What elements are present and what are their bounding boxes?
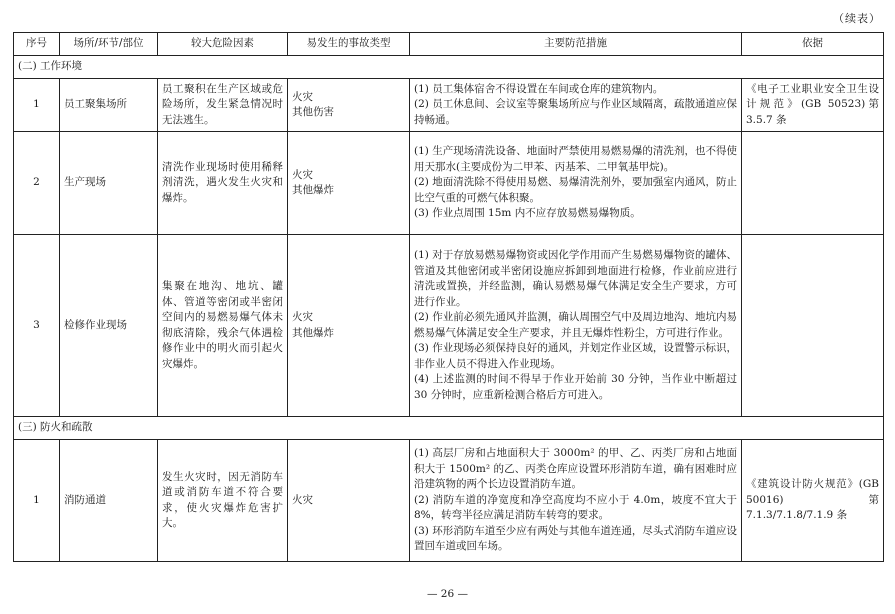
- row-measures: [410, 132, 742, 235]
- table-row: [14, 132, 884, 235]
- header-no: 序号: [14, 33, 60, 56]
- row-risk: 员工聚积在生产区域或危险场所，发生紧急情况时无法逃生。: [158, 79, 288, 132]
- section-row-work-environment: [14, 56, 884, 79]
- row-accident: [288, 79, 410, 132]
- continued-note: （续表）: [833, 12, 881, 25]
- row-basis: [742, 235, 884, 417]
- row-no: 2: [14, 132, 60, 235]
- row-accident: [288, 440, 410, 562]
- measure-item: (2) 消防车道的净宽度和净空高度均不应小于 4.0m，坡度不宜大于 8%，转弯半径应满足消防车转弯的要求。: [414, 493, 737, 522]
- page-number: — 26 —: [426, 588, 469, 600]
- section-title: (三) 防火和疏散: [14, 417, 884, 440]
- accident-type: 其他伤害: [292, 106, 334, 118]
- measure-item: (3) 作业点周围 15m 内不应存放易燃易爆物质。: [414, 207, 641, 220]
- row-risk: 集聚在地沟、地坑、罐体、管道等密闭或半密闭空间内的易燃易爆气体未彻底清除，残余气体遇检修作业中的明火而引起火灾爆炸。: [158, 235, 288, 417]
- row-measures: [410, 79, 742, 132]
- accident-type: 火灾: [292, 311, 313, 323]
- measure-item: (3) 环形消防车道至少应有两处与其他车道连通，尽头式消防车道应设置回车道或回车场。: [414, 524, 737, 553]
- row-measures: [410, 440, 742, 562]
- table-row: [14, 440, 884, 562]
- header-row: [14, 33, 884, 56]
- row-risk: 清洗作业现场时使用稀释剂清洗，遇火发生火灾和爆炸。: [158, 132, 288, 235]
- header-accident: 易发生的事故类型: [288, 33, 410, 56]
- measure-item: (1) 生产现场清洗设备、地面时严禁使用易燃易爆的清洗剂，也不得使用天那水(主要成份为二甲苯、丙基苯、二甲氧基甲烷)。: [414, 145, 737, 173]
- table-row: [14, 235, 884, 417]
- measure-item: (4) 上述监测的时间不得早于作业开始前 30 分钟，当作业中断超过 30 分钟时，应重新检测合格后方可进入。: [414, 373, 737, 401]
- row-basis: 《电子工业职业安全卫生设计规范》(GB 50523)第 3.5.7 条: [742, 79, 884, 132]
- header-basis: 依据: [742, 33, 884, 56]
- measure-item: (3) 作业现场必须保持良好的通风，并划定作业区域，设置警示标识，非作业人员不得进入作业现场。: [414, 342, 737, 370]
- risk-table: [13, 32, 884, 562]
- accident-type: 其他爆炸: [292, 326, 334, 339]
- measure-item: (2) 员工休息间、会议室等聚集场所应与作业区域隔离，疏散通道应保持畅通。: [414, 98, 737, 126]
- row-no: 3: [14, 235, 60, 417]
- row-measures: [410, 235, 742, 417]
- section-title: (二) 工作环境: [14, 56, 884, 79]
- measure-item: (1) 对于存放易燃易爆物资或因化学作用而产生易燃易爆物资的罐体、管道及其他密闭或半密闭设施应拆卸到地面进行检修，作业前应进行清洗或置换，并经监测，确认易燃易爆气体满足安全生产要求，方可进行作业。: [414, 249, 737, 308]
- row-place: 员工聚集场所: [60, 79, 158, 132]
- row-place: 消防通道: [60, 440, 158, 562]
- row-place: 生产现场: [60, 132, 158, 235]
- header-measures: 主要防范措施: [410, 33, 742, 56]
- accident-type: 火灾: [292, 90, 313, 103]
- row-basis: [742, 132, 884, 235]
- measure-item: (1) 高层厂房和占地面积大于 3000m² 的甲、乙、丙类厂房和占地面积大于 1500m² 的乙、丙类仓库应设置环形消防车道，确有困难时应沿建筑物的两个长边设置消防车道。: [414, 447, 737, 491]
- measure-item: (2) 作业前必须先通风并监测，确认周围空气中及周边地沟、地坑内易燃易爆气体满足安全生产要求，并且无爆炸性粉尘，方可进行作业。: [414, 311, 737, 339]
- accident-type: 火灾: [292, 168, 313, 181]
- table-row: [14, 79, 884, 132]
- section-row-fire-evacuation: [14, 417, 884, 440]
- measure-item: (1) 员工集体宿舍不得设置在车间或仓库的建筑物内。: [414, 82, 664, 95]
- row-risk: 发生火灾时，因无消防车道或消防车道不符合要求，使火灾爆炸危害扩大。: [158, 440, 288, 562]
- row-accident: [288, 132, 410, 235]
- accident-type: 火灾: [292, 493, 313, 506]
- header-place: 场所/环节/部位: [60, 33, 158, 56]
- measure-item: (2) 地面清洗除不得使用易燃、易爆清洗剂外，要加强室内通风，防止比空气重的可燃气体积聚。: [414, 176, 737, 204]
- header-risk: 较大危险因素: [158, 33, 288, 56]
- row-place: 检修作业现场: [60, 235, 158, 417]
- accident-type: 其他爆炸: [292, 184, 334, 196]
- row-no: 1: [14, 79, 60, 132]
- row-no: 1: [14, 440, 60, 562]
- row-accident: [288, 235, 410, 417]
- row-basis: 《建筑设计防火规范》(GB 50016) 第 7.1.3/7.1.8/7.1.9 条: [742, 440, 884, 562]
